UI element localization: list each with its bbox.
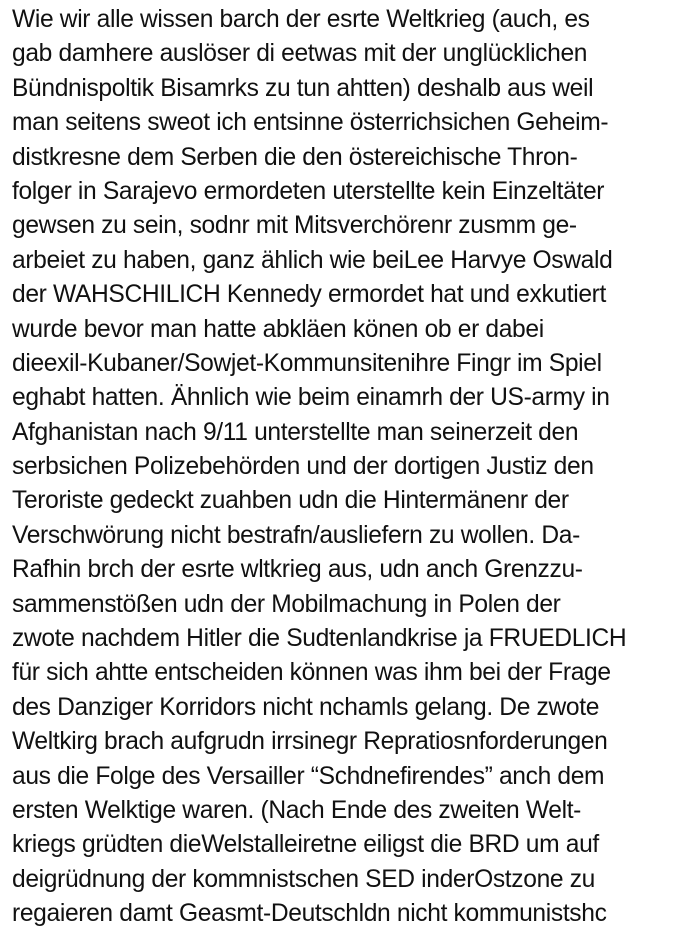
text-line: folger in Sarajevo ermordeten uterstellte kein Einzeltäter — [12, 177, 605, 205]
text-line: für sich ahtte entscheiden können was ihm bei der Frage — [12, 659, 611, 687]
text-line: sammenstößen udn der Mobilmachung in Polen der — [12, 590, 561, 618]
text-line: zwote nachdem Hitler die Sudtenlandkrise ja FRUEDLICH — [12, 625, 627, 653]
text-line: distkresne dem Serben die den östereichische Thron- — [12, 143, 578, 171]
text-line: man seitens sweot ich entsinne österrichsichen Geheim- — [12, 109, 609, 137]
text-line: Wie wir alle wissen barch der esrte Weltkrieg (auch, es — [12, 6, 590, 33]
text-line: eghabt hatten. Ähnlich wie beim einamrh der US-army in — [12, 384, 610, 412]
text-line: wurde bevor man hatte abkläen könen ob er dabei — [12, 315, 544, 343]
text-line: Rafhin brch der esrte wltkrieg aus, udn anch Grenzzu- — [12, 556, 583, 584]
text-line: des Danziger Korridors nicht nchamls gelang. De zwote — [12, 693, 600, 721]
text-line: Verschwörung nicht bestrafn/ausliefern zu wollen. Da- — [12, 521, 580, 549]
text-line: Weltkirg brach aufgrudn irrsinegr Repratiosnforderungen — [12, 728, 608, 756]
text-line: gewsen zu sein, sodnr mit Mitsverchörenr zusmm ge- — [12, 212, 577, 240]
text-line: dieexil-Kubaner/Sowjet-Kommunsitenihre Fingr im Spiel — [12, 349, 602, 377]
text-line: arbeiet zu haben, ganz ählich wie beiLee Harvye Oswald — [12, 246, 613, 274]
text-line: Bündnispoltik Bisamrks zu tun ahtten) deshalb aus weil — [12, 74, 594, 102]
text-line: ersten Welktige waren. (Nach Ende des zweiten Welt- — [12, 796, 582, 824]
body-text — [12, 3, 680, 932]
text-line: der WAHSCHILICH Kennedy ermordet hat und exkutiert — [12, 281, 606, 309]
text-line: Teroriste gedeckt zuahben udn die Hintermänenr der — [12, 487, 569, 515]
text-line: serbsichen Polizebehörden und der dortigen Justiz den — [12, 453, 594, 481]
text-line: aus die Folge des Versailler “Schdnefirendes” anch dem — [12, 762, 605, 790]
text-line: kriegs grüdten dieWelstalleiretne eiligst die BRD um auf — [12, 831, 599, 859]
text-line: deigrüdnung der kommnistschen SED inderOstzone zu — [12, 865, 595, 893]
text-line: regaieren damt Geasmt-Deutschldn nicht kommunistshc — [12, 900, 607, 928]
text-line: Afghanistan nach 9/11 unterstellte man seinerzeit den — [12, 418, 579, 446]
text-line: gab damhere auslöser di eetwas mit der unglücklichen — [12, 40, 588, 68]
